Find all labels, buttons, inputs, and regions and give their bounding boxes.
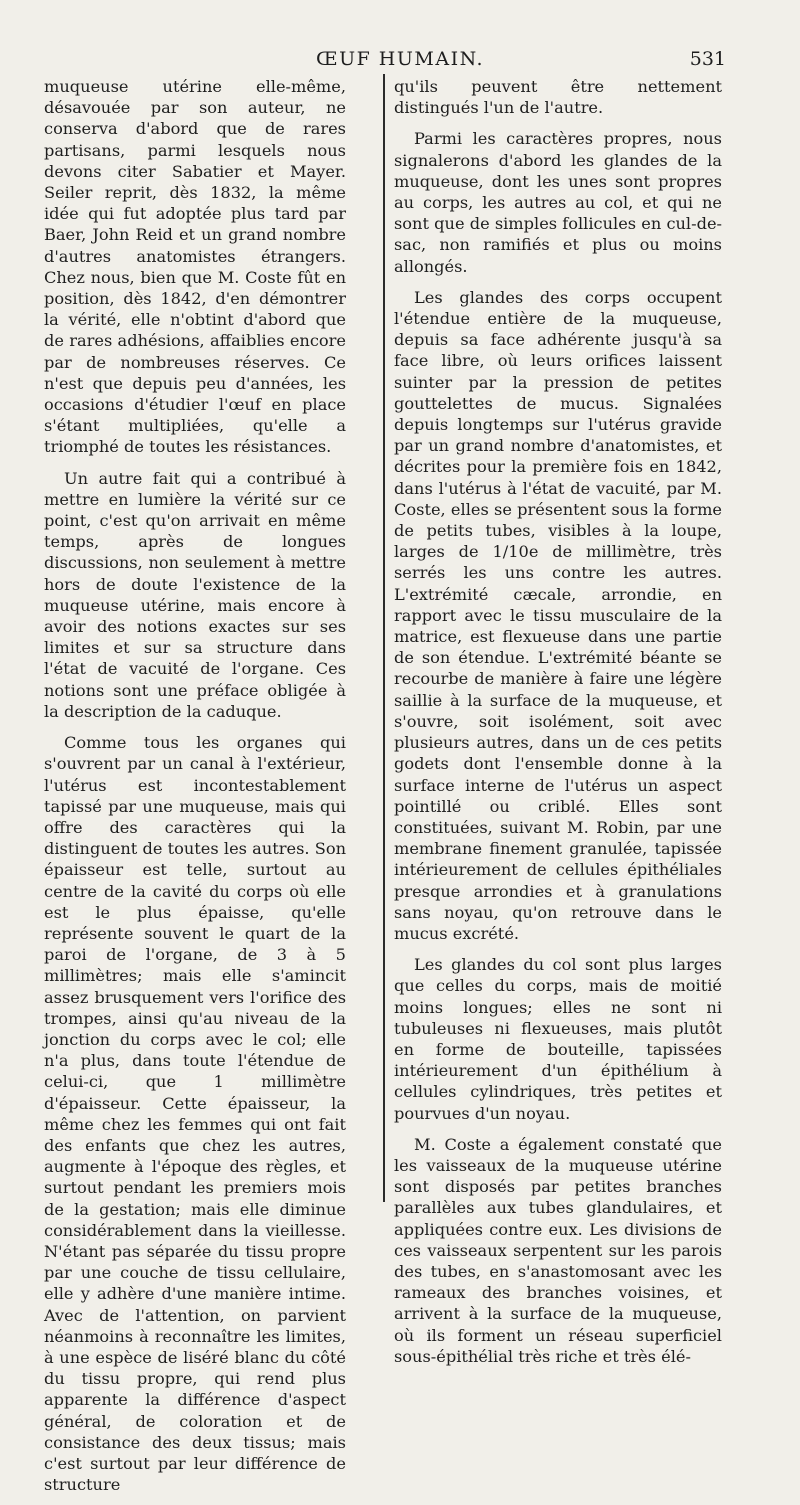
paragraph: M. Coste a également constaté que les vaisseaux de la muqueuse utérine sont disposés par petites branches parallèles aux tubes glandulaires, et appliquées contre eux. Les divisions de ces vaisseaux serpentent sur les parois des tubes, en s'anastomosant avec les rameaux des branches voisines, et arrivent à la surface de la muqueuse, où ils forment un réseau superficiel sous-épithélial très riche et très élé-: [394, 1134, 722, 1366]
page-header: [0, 48, 800, 72]
paragraph: Un autre fait qui a contribué à mettre en lumière la vérité sur ce point, c'est qu'on arrivait en même temps, après de longues discussions, non seulement à mettre hors de doute l'existence de la muqueuse utérine, mais encore à avoir des notions exactes sur ses limites et sur sa structure dans l'état de vacuité de l'organe. Ces notions sont une préface obligée à la description de la caduque.: [44, 468, 346, 721]
right-column: [394, 76, 722, 1377]
page-number: 531: [689, 48, 726, 70]
paragraph: Les glandes du col sont plus larges que celles du corps, mais de moitié moins longues; elles ne sont ni tubuleuses ni flexueuses, mais plutôt en forme de bouteille, tapissées intérieurement d'un épithélium à cellules cylindriques, très petites et pourvues d'un noyau.: [394, 955, 722, 1123]
paragraph: muqueuse utérine elle-même, désavouée par son auteur, ne conserva d'abord que de rares partisans, parmi lesquels nous devons citer Sabatier et Mayer. Seiler reprit, dès 1832, la même idée qui fut adoptée plus tard par Baer, John Reid et un grand nombre d'autres anatomistes étrangers. Chez nous, bien que M. Coste fût en position, dès 1842, d'en démontrer la vérité, elle n'obtint d'abord que de rares adhésions, affaiblies encore par de nombreuses réserves. Ce n'est que depuis peu d'années, les occasions d'étudier l'œuf en place s'étant multipliées, qu'elle a triomphé de toutes les résistances.: [44, 77, 346, 457]
paragraph: Comme tous les organes qui s'ouvrent par un canal à l'extérieur, l'utérus est incontestablement tapissé par une muqueuse, mais qui offre des caractères qui la distinguent de toutes les autres. Son épaisseur est telle, surtout au centre de la cavité du corps où elle est le plus épaisse, qu'elle représente souvent le quart de la paroi de l'organe, de 3 à 5 millimètres; mais elle s'amincit assez brusquement vers l'orifice des trompes, ainsi qu'au niveau de la jonction du corps avec le col; elle n'a plus, dans toute l'étendue de celui-ci, que 1 millimètre d'épaisseur. Cette épaisseur, la même chez les femmes qui ont fait des enfants que chez les autres, augmente à l'époque des règles, et surtout pendant les premiers mois de la gestation; mais elle diminue considérablement dans la vieillesse. N'étant pas séparée du tissu propre par une couche de tissu cellulaire, elle y adhère d'une manière intime. Avec de l'attention, on parvient néanmoins à reconnaître les limites, à une espèce de liséré blanc du côté du tissu propre, qui rend plus apparente la différence d'aspect général, de coloration et de consistance des deux tissus; mais c'est surtout par leur différence de structure: [44, 733, 346, 1495]
running-title: ŒUF HUMAIN.: [315, 48, 485, 70]
paragraph: qu'ils peuvent être nettement distingués l'un de l'autre.: [394, 77, 722, 118]
paragraph: Les glandes des corps occupent l'étendue entière de la muqueuse, depuis sa face adhérente jusqu'à sa face libre, où leurs orifices laissent suinter par la pression de petites gouttelettes de mucus. Signalées depuis longtemps sur l'utérus gravide par un grand nombre d'anatomistes, et décrites pour la première fois en 1842, dans l'utérus à l'état de vacuité, par M. Coste, elles se présentent sous la forme de petits tubes, visibles à la loupe, larges de 1/10e de millimètre, très serrés les uns contre les autres. L'extrémité cæcale, arrondie, en rapport avec le tissu musculaire de la matrice, est flexueuse dans une partie de son étendue. L'extrémité béante se recourbe de manière à faire une légère saillie à la surface de la muqueuse, et s'ouvre, soit isolément, soit avec plusieurs autres, dans un de ces petits godets dont l'ensemble donne à la surface interne de l'utérus un aspect pointillé ou criblé. Elles sont constituées, suivant M. Robin, par une membrane finement granulée, tapissée intérieurement de cellules épithéliales presque arrondies et à granulations sans noyau, qu'on retrouve dans le mucus excrété.: [394, 287, 722, 943]
left-column: [44, 76, 346, 1505]
paragraph: Parmi les caractères propres, nous signalerons d'abord les glandes de la muqueuse, dont les unes sont propres au corps, les autres au col, et qui ne sont que de simples follicules en cul-de-sac, non ramifiés et plus ou moins allongés.: [394, 129, 722, 276]
column-divider: [383, 74, 385, 1202]
